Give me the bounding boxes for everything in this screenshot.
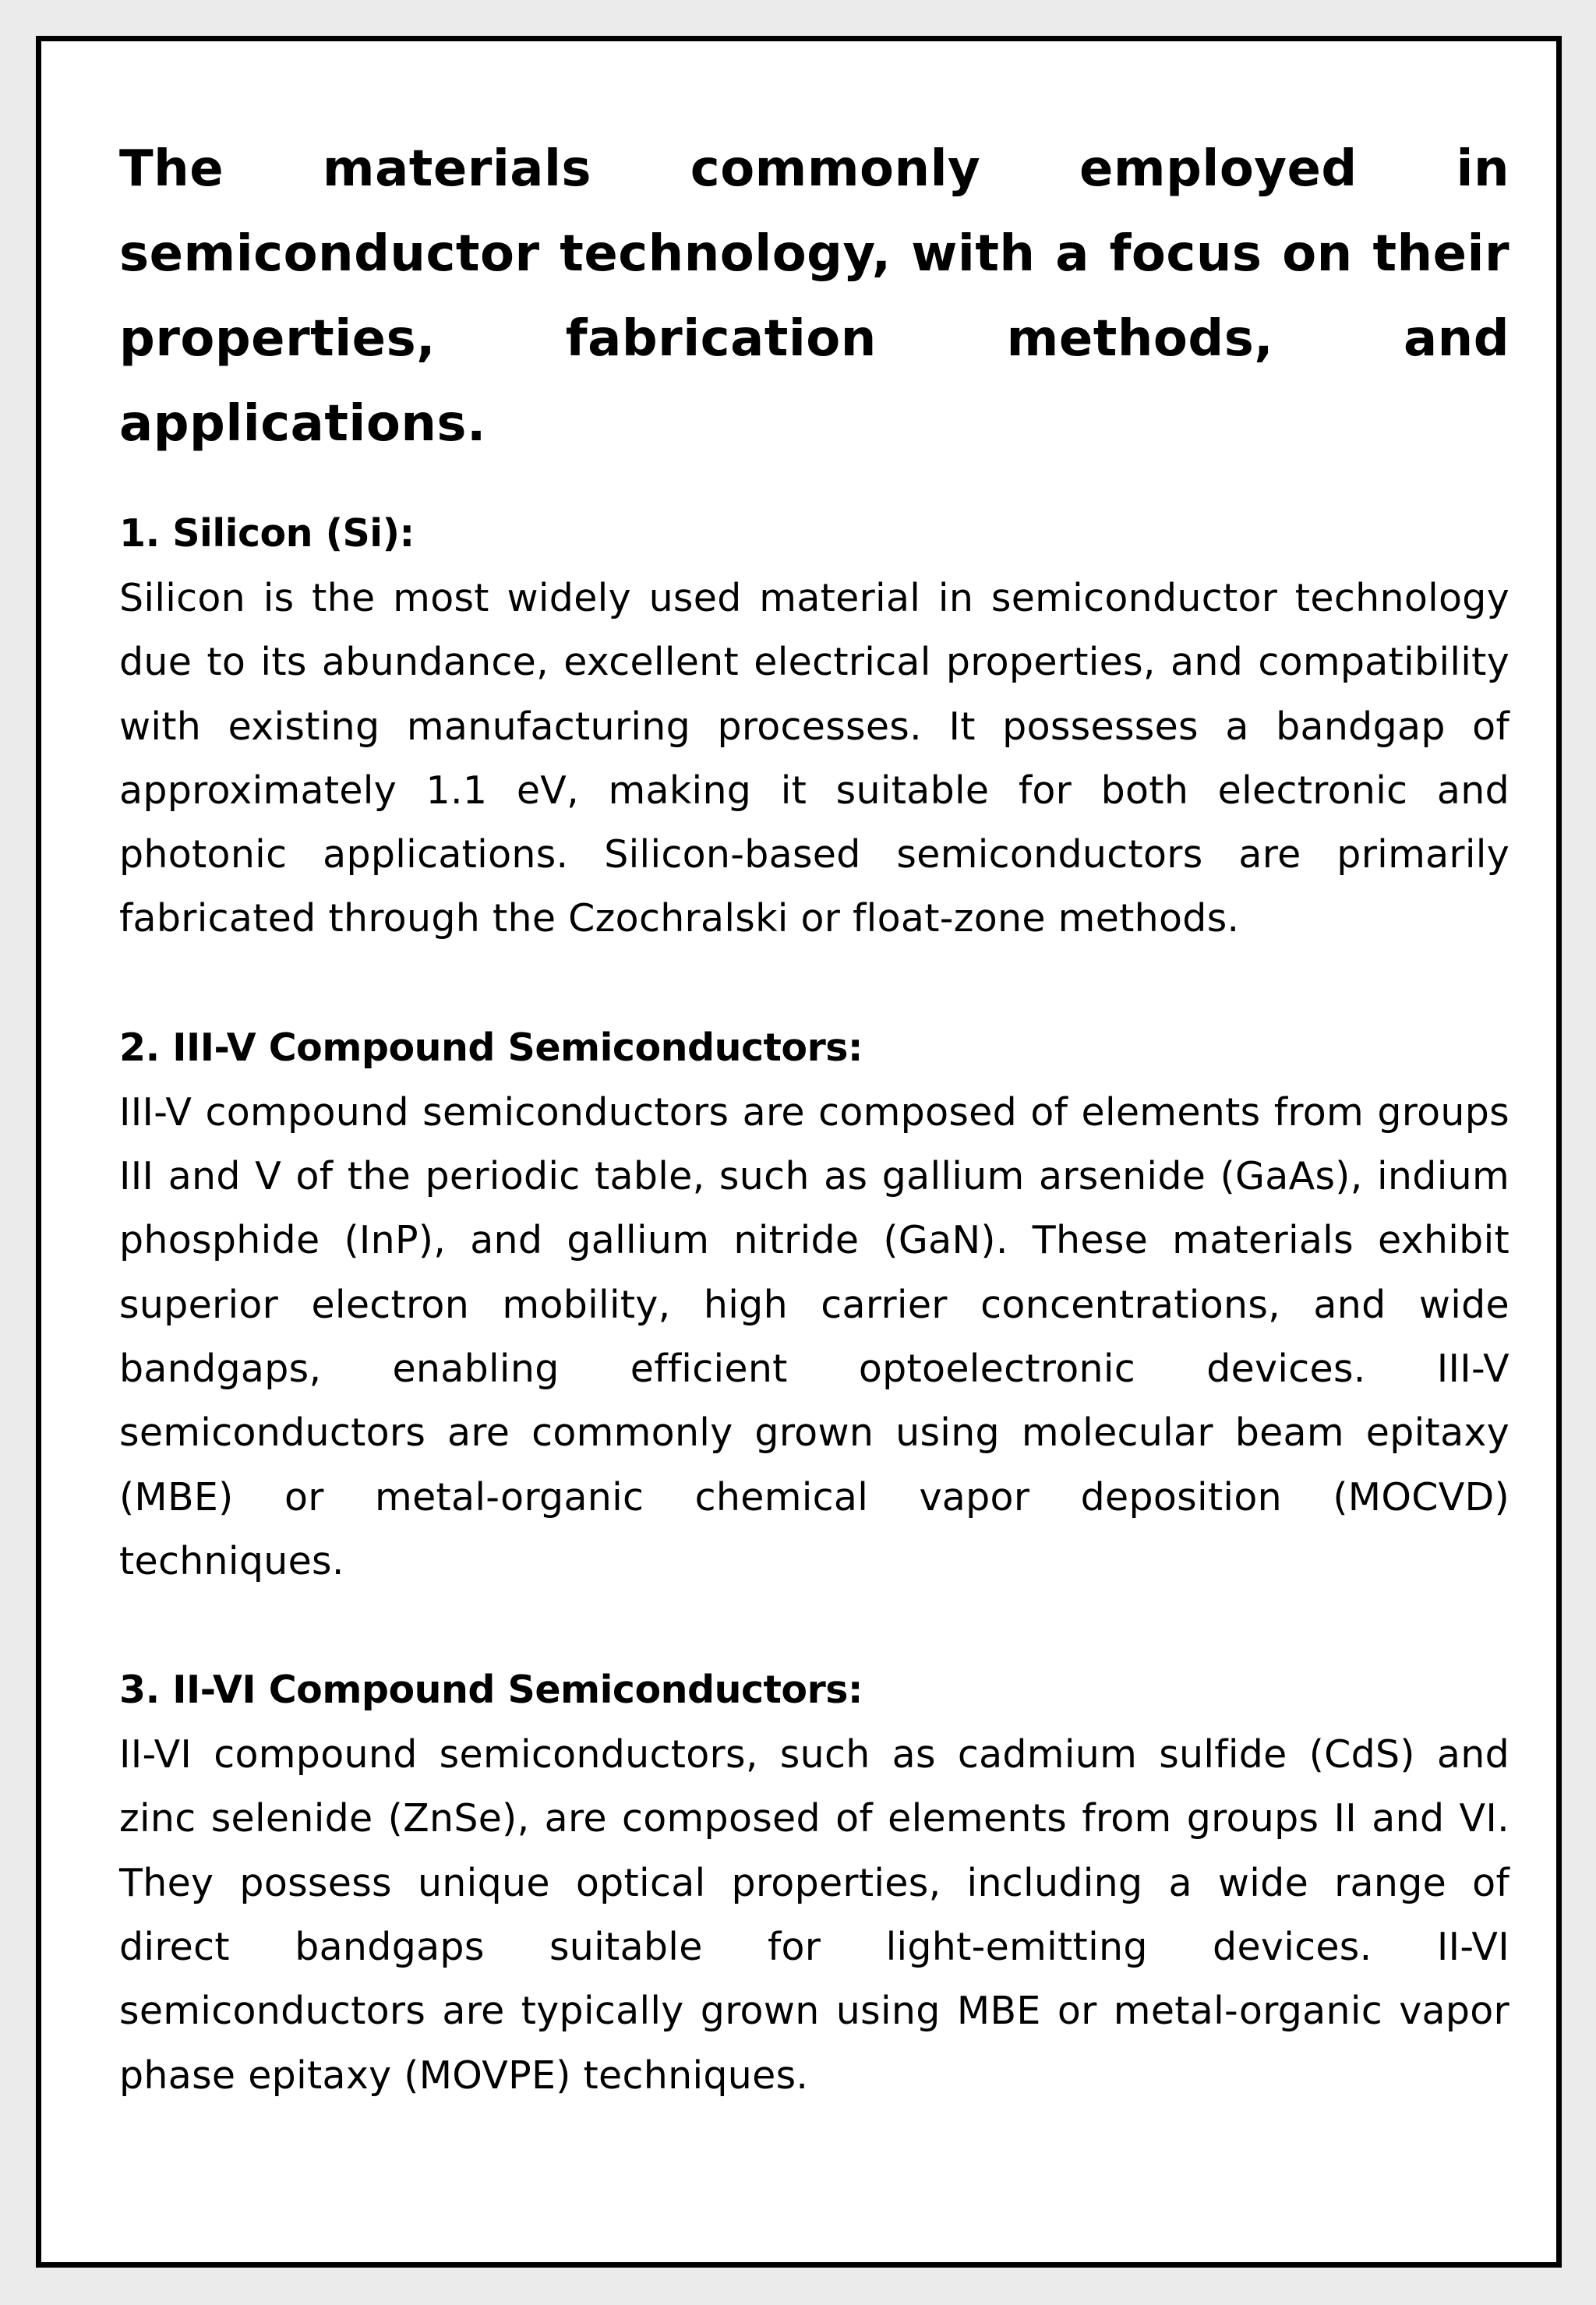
section-body: III-V compound semiconductors are composed of elements from groups III and V of the periodic table, such as gallium arsenide (GaAs), indium phosphide (InP), and gallium nitride (GaN). These materials exhibit superior electron mobility, high carrier concentrations, and wide bandgaps, enabling efficient optoelectronic devices. III-V semiconductors are commonly grown using molecular beam epitaxy (MBE) or metal-organic chemical vapor deposition (MOCVD) techniques. [119,1089,1509,1583]
section-iii-v [119,1015,1509,1594]
section-silicon [119,501,1509,951]
document-content [119,127,1509,2108]
section-heading: 3. II-VI Compound Semiconductors: [119,1668,863,1713]
section-heading: 1. Silicon (Si): [119,511,415,556]
document-title: The materials commonly employed in semiconductor technology, with a focus on their properties, fabrication methods, and applications. [119,140,1509,453]
section-body: Silicon is the most widely used material in semiconductor technology due to its abundance, excellent electrical properties, and compatibility with existing manufacturing processes. It possesses a bandgap of approximately 1.1 eV, making it suitable for both electronic and photonic applications. Silicon-based semiconductors are primarily fabricated through the Czochralski or float-zone methods. [119,576,1509,941]
section-ii-vi [119,1657,1509,2108]
section-heading: 2. III-V Compound Semiconductors: [119,1025,863,1070]
document-frame [36,36,1562,2268]
section-body: II-VI compound semiconductors, such as cadmium sulfide (CdS) and zinc selenide (ZnSe), are composed of elements from groups II and VI. They possess unique optical properties, including a wide range of direct bandgaps suitable for light-emitting devices. II-VI semiconductors are typically grown using MBE or metal-organic vapor phase epitaxy (MOVPE) techniques. [119,1732,1509,2098]
